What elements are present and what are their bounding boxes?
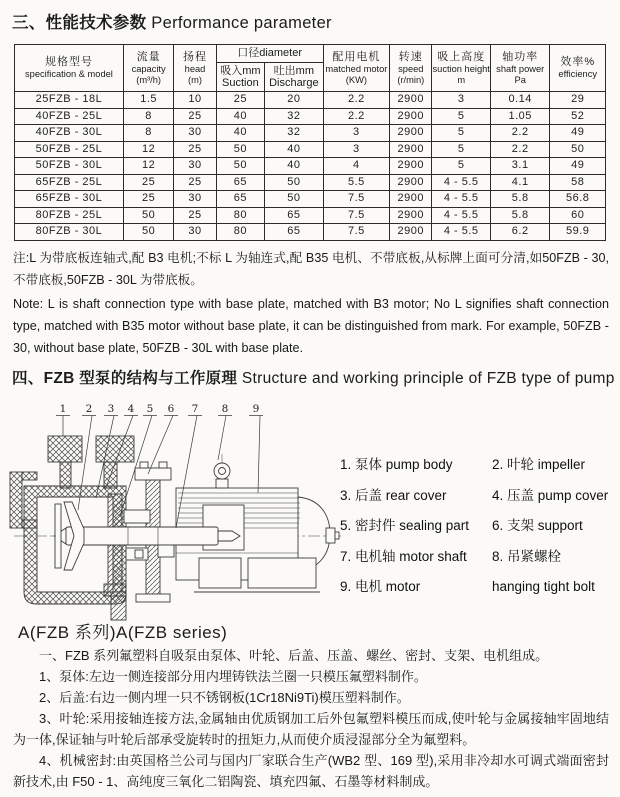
- cell-model: 40FZB - 30L: [15, 125, 124, 142]
- table-row: [15, 207, 606, 224]
- callout-3: 3: [107, 403, 115, 415]
- table-row: [15, 108, 606, 125]
- cell-motor: 7.5: [323, 224, 390, 241]
- cell-head: 25: [174, 108, 216, 125]
- table-row: [15, 224, 606, 241]
- cell-efficiency: 52: [550, 108, 606, 125]
- col-motor: 配用电机 matched motor (KW): [323, 45, 390, 92]
- cell-power: 2.2: [490, 125, 550, 142]
- cell-discharge: 65: [265, 207, 324, 224]
- cell-capacity: 12: [123, 158, 173, 175]
- diagram-legend: [340, 450, 616, 603]
- cell-power: 2.2: [490, 141, 550, 158]
- cell-head: 25: [174, 207, 216, 224]
- table-row: [15, 191, 606, 208]
- paragraph: 一、FZB 系列氟塑料自吸泵由泵体、叶轮、后盖、压盖、螺丝、密封、支架、电机组成。: [39, 648, 549, 663]
- cell-efficiency: 49: [550, 158, 606, 175]
- cell-speed: 2900: [390, 174, 432, 191]
- cell-motor: 3: [323, 125, 390, 142]
- cell-suction: 40: [216, 125, 264, 142]
- cell-capacity: 8: [123, 125, 173, 142]
- legend-item: 9. 电机 motor: [340, 579, 421, 594]
- cell-model: 80FZB - 30L: [15, 224, 124, 241]
- cell-capacity: 1.5: [123, 92, 173, 109]
- callout-6: 6: [167, 403, 175, 415]
- legend-item: 2. 叶轮 impeller: [492, 457, 586, 472]
- cell-speed: 2900: [390, 141, 432, 158]
- header-row-1: [15, 45, 606, 63]
- section4-title-zh: 四、FZB 型泵的结构与工作原理: [12, 370, 238, 387]
- cell-discharge: 40: [265, 158, 324, 175]
- cell-efficiency: 56.8: [550, 191, 606, 208]
- cell-efficiency: 49: [550, 125, 606, 142]
- cell-motor: 3: [323, 141, 390, 158]
- series-a-paragraphs: [13, 645, 609, 792]
- cell-model: 50FZB - 25L: [15, 141, 124, 158]
- cell-motor: 7.5: [323, 191, 390, 208]
- cell-motor: 7.5: [323, 207, 390, 224]
- cell-power: 6.2: [490, 224, 550, 241]
- performance-table: [14, 44, 606, 241]
- col-speed: 转速 speed (r/min): [390, 45, 432, 92]
- cell-power: 5.8: [490, 207, 550, 224]
- legend-item: 3. 后盖 rear cover: [340, 487, 447, 503]
- table-row: [15, 141, 606, 158]
- table-row: [15, 174, 606, 191]
- cell-discharge: 50: [265, 174, 324, 191]
- cell-head: 30: [174, 191, 216, 208]
- callout-9: 9: [252, 403, 260, 415]
- col-suction: 吸入mm Suction: [216, 63, 264, 92]
- cell-discharge: 65: [265, 224, 324, 241]
- cell-capacity: 25: [123, 174, 173, 191]
- cell-head: 10: [174, 92, 216, 109]
- cell-suction: 40: [216, 108, 264, 125]
- col-efficiency: 效率% efficiency: [550, 45, 606, 92]
- col-model-en: specification & model: [25, 69, 113, 79]
- cell-height: 4 - 5.5: [432, 207, 490, 224]
- table-row: [15, 158, 606, 175]
- callout-7: 7: [191, 403, 199, 415]
- cell-suction: 25: [216, 92, 264, 109]
- section3-title: [12, 9, 332, 33]
- col-suction-height: 吸上高度 suction height m: [432, 45, 490, 92]
- cell-speed: 2900: [390, 207, 432, 224]
- callout-1: 1: [59, 403, 67, 415]
- section3-title-zh: 三、性能技术参数: [12, 14, 147, 32]
- cell-model: 50FZB - 30L: [15, 158, 124, 175]
- cell-efficiency: 60: [550, 207, 606, 224]
- cell-capacity: 25: [123, 191, 173, 208]
- cell-height: 5: [432, 108, 490, 125]
- cell-speed: 2900: [390, 224, 432, 241]
- table-row: [15, 125, 606, 142]
- col-head: 扬程 head (m): [174, 45, 216, 92]
- cell-capacity: 12: [123, 141, 173, 158]
- cell-power: 5.8: [490, 191, 550, 208]
- cell-motor: 2.2: [323, 92, 390, 109]
- col-capacity: 流量 capacity (m³/h): [123, 45, 173, 92]
- cell-suction: 80: [216, 207, 264, 224]
- cell-speed: 2900: [390, 191, 432, 208]
- cell-efficiency: 50: [550, 141, 606, 158]
- cell-height: 3: [432, 92, 490, 109]
- cell-power: 3.1: [490, 158, 550, 175]
- col-discharge: 吐出mm Discharge: [265, 63, 324, 92]
- cell-discharge: 20: [265, 92, 324, 109]
- cell-discharge: 32: [265, 108, 324, 125]
- cell-suction: 50: [216, 158, 264, 175]
- cell-power: 0.14: [490, 92, 550, 109]
- cell-efficiency: 29: [550, 92, 606, 109]
- cell-capacity: 50: [123, 224, 173, 241]
- callout-8: 8: [221, 403, 229, 415]
- cell-discharge: 40: [265, 141, 324, 158]
- notes-block: [13, 247, 609, 359]
- cell-motor: 4: [323, 158, 390, 175]
- cell-head: 30: [174, 224, 216, 241]
- cell-suction: 65: [216, 191, 264, 208]
- cell-speed: 2900: [390, 125, 432, 142]
- cell-height: 4 - 5.5: [432, 174, 490, 191]
- callout-4: 4: [127, 403, 135, 415]
- legend-item: 1. 泵体 pump body: [340, 457, 453, 472]
- callout-2: 2: [85, 403, 93, 415]
- cell-height: 5: [432, 141, 490, 158]
- paragraph: 1、泵体:左边一侧连接部分用内埋铸铁法兰圈一只模压氟塑料制作。: [39, 669, 427, 684]
- cell-power: 1.05: [490, 108, 550, 125]
- legend-item: 8. 吊紧螺栓: [492, 548, 562, 564]
- cell-head: 30: [174, 158, 216, 175]
- cell-suction: 80: [216, 224, 264, 241]
- cell-speed: 2900: [390, 108, 432, 125]
- callout-5: 5: [146, 403, 154, 415]
- col-shaft-power: 轴功率 shaft power Pa: [490, 45, 550, 92]
- note-en: Note: L is shaft connection type with base plate, matched with B3 motor; No L signifies shaft connection type, matched with B35 motor without base plate, it can be distinguished from mark. For example, 50FZB - 30, without base plate, 50FZB - 30L with base plate.: [13, 297, 609, 355]
- cell-capacity: 50: [123, 207, 173, 224]
- col-diameter: 口径diameter: [216, 45, 323, 63]
- cell-motor: 2.2: [323, 108, 390, 125]
- cell-head: 25: [174, 174, 216, 191]
- cell-speed: 2900: [390, 92, 432, 109]
- legend-item: 6. 支架 support: [492, 518, 583, 533]
- cell-height: 4 - 5.5: [432, 224, 490, 241]
- cell-model: 65FZB - 30L: [15, 191, 124, 208]
- note-zh: 注:L 为带底板连轴式,配 B3 电机;不标 L 为轴连式,配 B35 电机、不带底板,从标牌上面可分清,如50FZB - 30,不带底板,50FZB - 30L 为带底板。: [13, 251, 609, 287]
- legend-item: 4. 压盖 pump cover: [492, 487, 609, 503]
- cell-model: 25FZB - 18L: [15, 92, 124, 109]
- series-a-heading: A(FZB 系列)A(FZB series): [18, 623, 228, 642]
- cell-power: 4.1: [490, 174, 550, 191]
- cell-height: 4 - 5.5: [432, 191, 490, 208]
- cell-model: 65FZB - 25L: [15, 174, 124, 191]
- col-model-zh: 规格型号: [44, 56, 93, 68]
- cell-efficiency: 59.9: [550, 224, 606, 241]
- legend-item: 7. 电机轴 motor shaft: [340, 548, 467, 564]
- cell-capacity: 8: [123, 108, 173, 125]
- cell-speed: 2900: [390, 158, 432, 175]
- paragraph: 2、后盖:右边一侧内埋一只不锈钢板(1Cr18Ni9Ti)模压塑料制作。: [39, 690, 410, 705]
- legend-item: 5. 密封件 sealing part: [340, 518, 470, 533]
- paragraph: 4、机械密封:由英国格兰公司与国内厂家联合生产(WB2 型、169 型),采用非冷却水可调式端面密封新技术,由 F50 - 1、高纯度三氧化二铝陶瓷、填充四氟、石墨等材料制成。: [13, 753, 609, 789]
- cell-head: 25: [174, 141, 216, 158]
- section3-title-en: Performance parameter: [151, 14, 332, 32]
- cell-suction: 65: [216, 174, 264, 191]
- table-row: [15, 92, 606, 109]
- legend-item: hanging tight bolt: [492, 579, 595, 594]
- section4-title-en: Structure and working principle of FZB type of pump: [241, 370, 615, 387]
- cell-suction: 50: [216, 141, 264, 158]
- cell-head: 30: [174, 125, 216, 142]
- cell-efficiency: 58: [550, 174, 606, 191]
- col-model: [15, 45, 124, 92]
- cell-height: 5: [432, 158, 490, 175]
- cell-height: 5: [432, 125, 490, 142]
- cell-model: 80FZB - 25L: [15, 207, 124, 224]
- paragraph: 3、叶轮:采用接轴连接方法,金属轴由优质钢加工后外包氟塑料模压而成,使叶轮与金属接轴牢固地结为一体,保证轴与叶轮后部承受旋转时的扭矩力,从而使介质浸湿部分全为氟塑料。: [13, 711, 609, 747]
- cell-motor: 5.5: [323, 174, 390, 191]
- cell-model: 40FZB - 25L: [15, 108, 124, 125]
- cell-discharge: 32: [265, 125, 324, 142]
- pump-structure-diagram: [8, 398, 348, 626]
- cell-discharge: 50: [265, 191, 324, 208]
- section4-title: [12, 366, 615, 388]
